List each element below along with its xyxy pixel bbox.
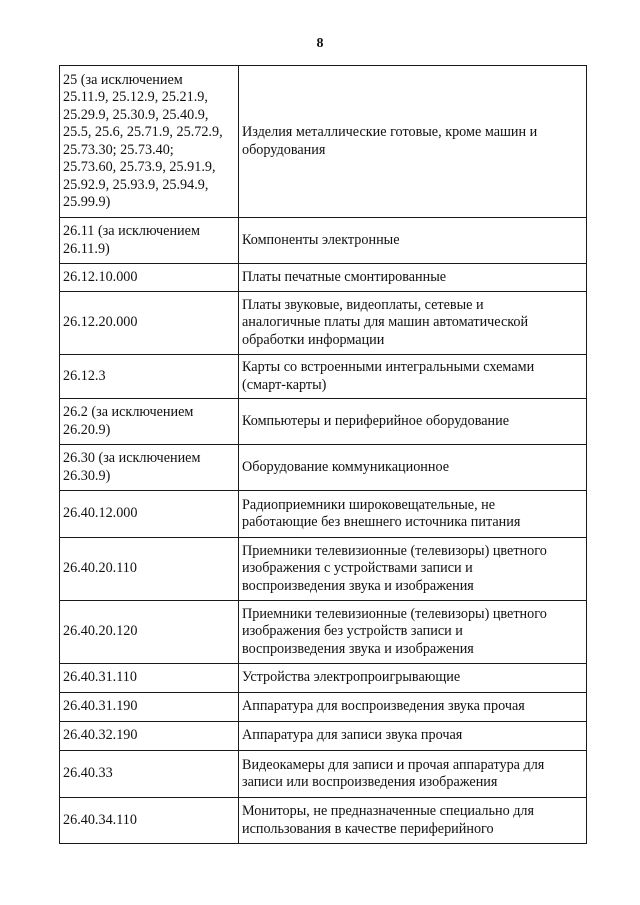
table-row	[60, 399, 587, 445]
name-cell	[239, 751, 587, 798]
name-cell	[239, 601, 587, 664]
code-text: 26.40.12.000	[63, 505, 138, 522]
name-text: Карты со встроенными интегральными схемами (смарт-карты)	[242, 359, 535, 393]
name-cell	[239, 292, 587, 355]
table-row	[60, 693, 587, 722]
table-row	[60, 264, 587, 292]
code-cell	[60, 798, 239, 844]
code-cell	[60, 66, 239, 218]
name-cell	[239, 445, 587, 491]
table-row	[60, 66, 587, 218]
table-row	[60, 798, 587, 844]
table-body	[60, 66, 587, 844]
table-row	[60, 722, 587, 751]
name-text: Видеокамеры для записи и прочая аппаратура для записи или воспроизведения изображения	[242, 756, 545, 790]
code-text: 26.40.31.110	[63, 669, 137, 686]
name-cell	[239, 66, 587, 218]
name-cell	[239, 218, 587, 264]
name-cell	[239, 538, 587, 601]
name-cell	[239, 664, 587, 693]
code-text: 26.40.31.190	[63, 698, 138, 715]
name-cell	[239, 722, 587, 751]
table-row	[60, 355, 587, 399]
code-text: 25 (за исключением 25.11.9, 25.12.9, 25.21.9, 25.29.9, 25.30.9, 25.40.9, 25.5, 25.6, 25.71.9, 25.72.9, 25.73.30; 25.73.40; 25.73.60, 25.73.9, 25.91.9, 25.92.9, 25.93.9, 25.94.9, 25.99.9)	[63, 71, 223, 210]
code-cell	[60, 664, 239, 693]
name-text: Оборудование коммуникационное	[242, 458, 450, 475]
code-cell	[60, 538, 239, 601]
name-text: Компоненты электронные	[242, 231, 400, 248]
table-row	[60, 664, 587, 693]
table-row	[60, 491, 587, 538]
code-text: 26.12.10.000	[63, 268, 138, 285]
name-cell	[239, 355, 587, 399]
table-row	[60, 292, 587, 355]
name-text: Аппаратура для записи звука прочая	[242, 727, 463, 744]
code-text: 26.40.20.120	[63, 623, 138, 640]
code-cell	[60, 491, 239, 538]
name-cell	[239, 693, 587, 722]
code-cell	[60, 218, 239, 264]
code-text: 26.12.3	[63, 367, 106, 384]
name-cell	[239, 264, 587, 292]
table-row	[60, 601, 587, 664]
code-cell	[60, 445, 239, 491]
code-text: 26.30 (за исключением 26.30.9)	[63, 450, 201, 484]
name-cell	[239, 399, 587, 445]
name-text: Приемники телевизионные (телевизоры) цветного изображения без устройств записи и воспроизведения звука и изображения	[242, 605, 547, 657]
code-cell	[60, 399, 239, 445]
name-text: Приемники телевизионные (телевизоры) цветного изображения с устройствами записи и воспроизведения звука и изображения	[242, 542, 547, 594]
table-row	[60, 538, 587, 601]
classification-table	[59, 65, 587, 844]
code-cell	[60, 722, 239, 751]
table-row	[60, 751, 587, 798]
name-text: Платы звуковые, видеоплаты, сетевые и аналогичные платы для машин автоматической обработки информации	[242, 296, 529, 348]
name-text: Радиоприемники широковещательные, не работающие без внешнего источника питания	[242, 496, 521, 530]
code-cell	[60, 601, 239, 664]
name-text: Компьютеры и периферийное оборудование	[242, 412, 510, 429]
table-row	[60, 218, 587, 264]
name-text: Аппаратура для воспроизведения звука прочая	[242, 698, 525, 715]
name-cell	[239, 798, 587, 844]
code-text: 26.40.34.110	[63, 811, 137, 828]
code-text: 26.40.20.110	[63, 560, 137, 577]
name-text: Платы печатные смонтированные	[242, 268, 447, 285]
code-cell	[60, 292, 239, 355]
page-number: 8	[316, 36, 324, 51]
code-cell	[60, 355, 239, 399]
name-cell	[239, 491, 587, 538]
code-text: 26.12.20.000	[63, 314, 138, 331]
code-text: 26.40.32.190	[63, 727, 138, 744]
table-row	[60, 445, 587, 491]
code-text: 26.2 (за исключением 26.20.9)	[63, 404, 194, 438]
name-text: Мониторы, не предназначенные специально для использования в качестве периферийного	[242, 803, 535, 837]
name-text: Устройства электропроигрывающие	[242, 669, 461, 686]
code-cell	[60, 264, 239, 292]
code-cell	[60, 751, 239, 798]
code-cell	[60, 693, 239, 722]
name-text: Изделия металлические готовые, кроме машин и оборудования	[242, 124, 538, 158]
code-text: 26.40.33	[63, 765, 113, 782]
code-text: 26.11 (за исключением 26.11.9)	[63, 223, 200, 257]
